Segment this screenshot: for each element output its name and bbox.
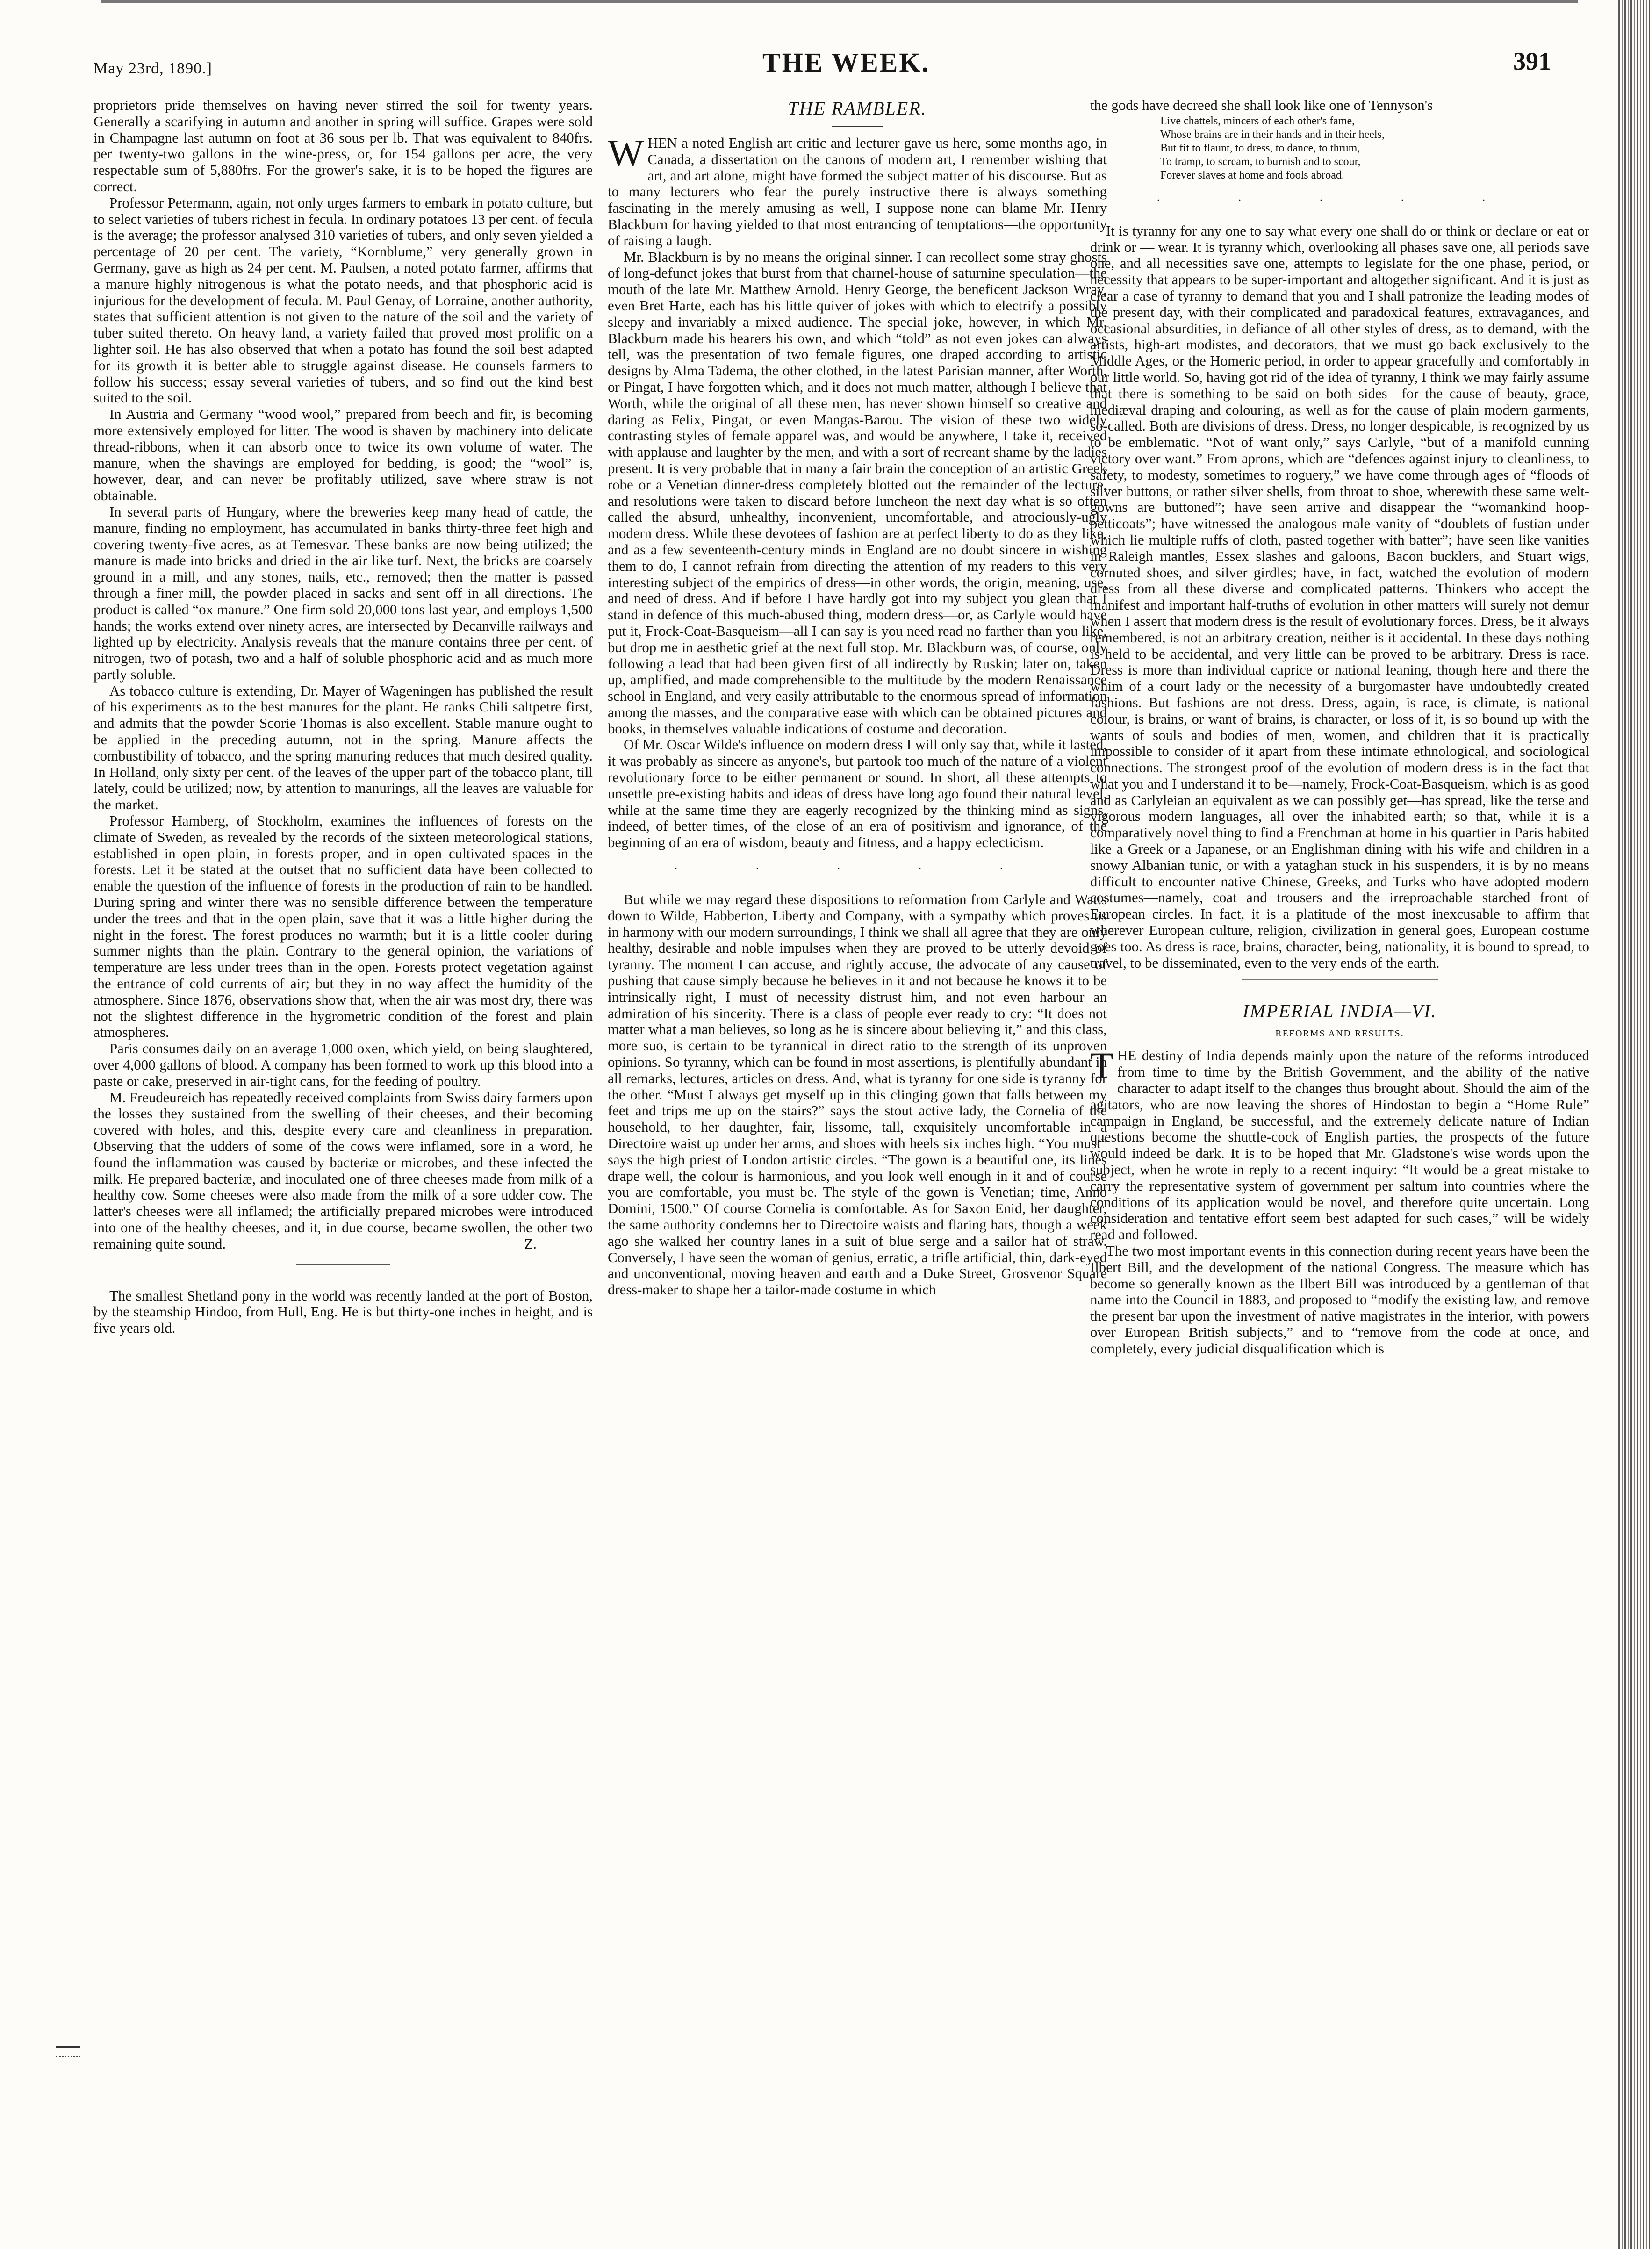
- paragraph: WHEN a noted English art critic and lecturer gave us here, some months ago, in Canada, a dissertation on the canons of modern art, I remember wishing that art, and art alone, might have formed the subject matter of his discourse. But as to many lecturers who fear the purely instructive there is always something fascinating in the merely amusing as well, I suppose none can blame Mr. Henry Blackburn for having yielded to that most entrancing of temptations—the opportunity of raising a laugh.: [608, 132, 1107, 249]
- paragraph: But while we may regard these dispositions to reformation from Carlyle and Watts down to Wilde, Habberton, Liberty and Company, with a sympathy which proves us in harmony with our modern surroundings, I think we shall all agree that they are only healthy, desirable and noble impulses when they are proved to be utterly devoid of tyranny. The moment I can accuse, and rightly accuse, the advocate of any cause of pushing that cause simply because he believes in it and not because he knows it to be intrinsically right, I must of necessity distrust him, and not even harbour an admiration of his sincerity. There is a class of people ever ready to cry: “It does not matter what a man believes, so long as he is sincere about believing it,” and this class, more suo, is certain to be tyrannical in direct ratio to the strength of its unproven opinions. So tyranny, which can be found in most assertions, is plentifully abundant in all remarks, lectures, articles on dress. And, what is tyranny for one side is tyranny for the other. “Must I always get myself up in this clinging gown that falls between my feet and trips me up on the stairs?” says the stout active lady, the Cornelia of the household, to her daughter, fair, lissome, tall, exquisitely uncomfortable in a Directoire waist up under her arms, and shoes with heels six inches high. “You must” says the high priest of London artistic circles. “The gown is a beautiful one, its lines drape well, the colour is harmonious, and you look well enough in it and of course you are comfortable, you must be. The style of the gown is Venetian; time, Anno Domini, 1500.” Of course Cornelia is comfortable. As for Saxon Enid, her daughter, the same authority condemns her to Directoire waists and flaring hats, though a week ago she walked her country lanes in a suit of blue serge and a sailor hat of straw. Conversely, I have seen the woman of genius, erratic, a trifle artificial, thin, dark-eyed and unconventional, moving heaven and earth and a Duke Street, Grosvenor Square dress-maker to shape her a tailor-made costume in which: [608, 891, 1107, 1298]
- verse-line: Forever slaves at home and fools abroad.: [1160, 169, 1344, 181]
- paragraph: Professor Hamberg, of Stockholm, examines the influences of forests on the climate of Sweden, as revealed by the records of the sixteen meteorological stations, established in open plain, in forests proper, and in open cultivated spaces in the forests. Let it be stated at the outset that no sufficient data have been collected to enable the question of the influence of forests in the production of rain to be handled. During spring and winter there was no sensible difference between the temperature under the trees and that in the open plain, save that it was a little higher during the night in the forest. The forest produces no warmth; but it is a little cooler during summer nights than the plain. Contrary to the general opinion, the variations of temperature are less under trees than in the open. Forests protect vegetation against the entrance of cold currents of air; but they in no way affect the humidity of the atmosphere. Since 1876, observations show that, when the air was most dry, there was not the slightest difference in the hygrometric condition of the forest and plain atmospheres.: [93, 813, 593, 1041]
- title-rule: [832, 126, 883, 127]
- paragraph: THE destiny of India depends mainly upon the nature of the reforms introduced from time to time by the British Government, and the ability of the native character to adapt itself to the changes thus brought about. Should the aim of the agitators, who are now leaving the shores of Hindostan to begin a “Home Rule” campaign in England, be successful, and the extremely delicate nature of Indian questions become the shuttle-cock of English parties, the prospects of the future would indeed be dark. It is to be hoped that Mr. Gladstone's wise words upon the subject, when he wrote in reply to a recent inquiry: “It would be a great mistake to carry the representative system of government per saltum into countries where the conditions of its application would be novel, and therefore quite uncertain. Long consideration and tentative effort seem best adapted for such cases,” will be widely read and followed.: [1090, 1044, 1589, 1243]
- separator-rule: [296, 1264, 390, 1265]
- paragraph: proprietors pride themselves on having never stirred the soil for twenty years. Generally a scarifying in autumn and another in spring will suffice. Grapes were sold in Champagne last autumn on foot at 36 sous per lb. That was equivalent to 840frs. per twenty-two gallons in the wine-press, or, for 154 gallons per acre, the very respectable sum of 5,880frs. For the grower's sake, it is to be hoped the figures are correct.: [93, 97, 593, 194]
- paragraph: As tobacco culture is extending, Dr. Mayer of Wageningen has published the result of his experiments as to the best manures for the plant. He ranks Chili saltpetre first, and admits that the powder Scorie Thomas is also excellent. Stable manure ought to be applied in the preceding autumn, not in the spring. Manure affects the combustibility of tobacco, and the spring manuring reduces that much desired quality. In Holland, only sixty per cent. of the leaves of the upper part of the tobacco plant, till lately, could be utilized; now, by attention to manurings, all the leaves are valuable for the market.: [93, 683, 593, 813]
- paragraph: In several parts of Hungary, where the breweries keep many head of cattle, the manure, finding no employment, has accumulated in banks thirty-three feet high and covering twenty-five acres, as at Temesvar. These banks are now being utilized; the manure is made into bricks and dried in the air like turf. Next, the bricks are coarsely ground in a mill, and any stones, nails, etc., removed; then the matter is passed through a finer mill, the powder placed in sacks and sent off in all directions. The product is called “ox manure.” One firm sold 20,000 tons last year, and employs 1,500 hands; the works extend over ninety acres, are intersected by Decanville railways and lighted up by electricity. Analysis reveals that the manure contains three per cent. of nitrogen, two of potash, two and a half of soluble phosphoric acid and as much more partly soluble.: [93, 503, 593, 683]
- masthead-title: THE WEEK.: [762, 47, 930, 78]
- section-subtitle: REFORMS AND RESULTS.: [1275, 1028, 1404, 1039]
- verse-line: Whose brains are in their hands and in their heels,: [1160, 128, 1385, 141]
- separator-rule: [1242, 979, 1438, 980]
- paragraph: It is tyranny for any one to say what every one shall do or think or declare or eat or drink or — wear. It is tyranny which, overlooking all phases save one, all periods save one, and all necessities save one, attempts to legislate for the one phase, period, or necessity that appears to be super-important and altogether significant. And it is just as clear a case of tyranny to demand that you and I shall patronize the leading modes of the present day, with their complicated and paradoxical features, extravagances, and occasional absurdities, in defiance of all other styles of dress, as to demand, with the artists, high-art modistes, and decorators, that we must go back exclusively to the Middle Ages, or the Homeric period, in order to appear gracefully and comfortably in our little world. So, having got rid of the idea of tyranny, I think we may fairly assume that there is something to be said on both sides—for the cause of beauty, grace, mediæval draping and colouring, as well as for the cause of plain modern garments, so-called. Both are divisions of dress. Dress, no longer despicable, is recognized by us to be emblematic. “Not of want only,” says Carlyle, “but of a manifold cunning victory over want.” From aprons, which are “defences against injury to cleanliness, to safety, to modesty, sometimes to roguery,” we have come through ages of “floods of silver buttons, or rather silver shells, from throat to shoe, wherewith these same welt-gowns are buttoned”; have seen arrive and disappear the “womankind hoop-petticoats”; have witnessed the analogous male vanity of “doublets of fustian under which lie multiple ruffs of cloth, pasted together with batter”; have seen like vanities in Raleigh mantles, Essex slashes and galoons, Bacon bucklers, and Stuart wigs, cornuted shoes, and silver girdles; have, in fact, watched the evolution of modern dress from all these diverse and complicated patterns. Thinkers who accept the manifest and important half-truths of evolution in other matters will surely not demur when I assert that modern dress is the result of evolutionary forces. Dress, be it always remembered, is not an arbitrary creation, neither is it accidental. In these days nothing is held to be accidental, and very little can be proved to be arbitrary. Dress is race. Dress is more than individual caprice or national leaning, though here and there the whim of a court lady or the necessity of a burgomaster have undoubtedly created fashions. But fashions are not dress. Dress, again, is race, is climate, is national colour, is brains, or want of brains, is character, or loss of it, is so bound up with the wants of souls and bodies of men, women, and children that it is practically impossible to consider of it apart from these intimate ethnological, and sociological connections. The strongest proof of the evolution of modern dress is in the fact that what you and I understand it to be—namely, Frock-Coat-Basqueism, which is as good and as Carlyleian an equivalent as we can possibly get—has spread, like the terse and vigorous modern languages, all over the inhabited earth; so that, while it is a comparatively novel thing to find a Frenchman at home in his quartier in Paris habited like a Greek or a Japanese, or an Englishman dining with his wife and children in a snowy Albanian tunic, or with a yataghan stuck in his suspenders, it is by no means difficult to encounter native Chinese, Greeks, and Turks who have adopted modern costumes—namely, coat and trousers and the irreproachable starched front of European circles. In fact, it is a platitude of the most inexcusable to affirm that wherever European culture, religion, civilization in general goes, European costume goes too. As dress is race, brains, character, being, nationality, it is bound to spread, to travel, to be disseminated, even to the very ends of the earth.: [1090, 223, 1589, 971]
- author-signature: Z.: [524, 1236, 537, 1252]
- column-middle: [608, 97, 1107, 1298]
- paragraph: The smallest Shetland pony in the world was recently landed at the port of Boston, by the steamship Hindoo, from Hull, Eng. He is but thirty-one inches in height, and is five years old.: [93, 1287, 593, 1336]
- paragraph: In Austria and Germany “wood wool,” prepared from beech and fir, is becoming more extensively employed for litter. The wood is shaven by machinery into delicate thread-ribbons, when it can absorb once to twice its own volume of water. The manure, when the shavings are employed for bedding, is good; the “wool” is, however, dear, and can never be profitably utilized, save where straw is not obtainable.: [93, 406, 593, 504]
- verse-line: But fit to flaunt, to dress, to dance, to thrum,: [1160, 142, 1360, 154]
- top-border-line: [101, 0, 1578, 3]
- section-title: IMPERIAL INDIA—VI.: [1243, 1000, 1437, 1022]
- paragraph: The two most important events in this connection during recent years have been the Ilbert Bill, and the development of the national Congress. The measure which has become so generally known as the Ilbert Bill was introduced by a gentleman of that name into the Council in 1883, and proposed to “modify the existing law, and remove the present bar upon the investment of native magistrates in the interior, with powers over European British subjects,” and to “remove from the code at once, and completely, every judicial disqualification which is: [1090, 1243, 1589, 1357]
- column-right: [1090, 97, 1589, 1357]
- paragraph: Of Mr. Oscar Wilde's influence on modern dress I will only say that, while it lasted, it was probably as sincere as anyone's, but partook too much of the nature of a violent revolutionary force to be either permanent or sound. In short, all these attempts to unsettle pre-existing habits and ideas of dress have long ago found their natural level, while at the same time they are eagerly recognized by the thinking mind as signs, indeed, of better times, of the close of an era of positivism and ignorance, of the beginning of an era of wisdom, beauty and fitness, and a happy eclecticism.: [608, 737, 1107, 851]
- verse-line: To tramp, to scream, to burnish and to scour,: [1160, 155, 1361, 168]
- paragraph: Mr. Blackburn is by no means the original sinner. I can recollect some stray ghosts of long-defunct jokes that burst from that charnel-house of saturnine speculation—the mouth of the late Mr. Matthew Arnold. Henry George, the beneficent Jackson Wray, even Bret Harte, each has his little quiver of jokes with which to electrify a possibly sleepy and invariably a mixed audience. The special joke, however, in which Mr. Blackburn made his hearers his own, and which “told” as not even jokes can always tell, was the presentation of two female figures, one draped according to artistic designs by Alma Tadema, the other clothed, in the latest Parisian manner, after Worth, or Pingat, I have forgotten which, and it does not much matter, although I believe that Worth, while the original of all these men, has never shown himself so creative and daring as Felix, Pingat, or even Mangas-Barou. The vision of these two widely contrasting styles of female apparel was, and would be anywhere, I take it, received with applause and laughter by the men, and with a sort of recreant shame by the ladies present. It is very probable that in many a fair brain the conception of an artistic Greek robe or a Venetian dinner-dress completely blotted out the remainder of the lecture, and resolutions were taken to discard before luncheon the next day what is so often called the absurd, unhealthy, inconvenient, uncomfortable, and atrociously-ugly modern dress. While these devotees of fashion are at perfect liberty to do as they like, and as a few seventeenth-century minds in England are no doubt sincere in wishing them to do, I cannot refrain from directing the attention of my readers to this very interesting subject of the empirics of dress—in other words, the origin, meaning, use, and need of dress. And if before I have hardly got into my subject you glean that I stand in defence of this much-abused thing, modern dress—or, as Carlyle would have put it, Frock-Coat-Basqueism—all I can say is you need read no farther than you like, but drop me in aesthetic grief at the next full stop. Mr. Blackburn was, of course, only following a lead that had been given first of all indirectly by Ruskin; later on, taken up, amplified, and made comprehensible to the multitude by the modern Renaissance school in England, and very easily attributable to the enormous spread of information among the masses, and the comparative ease with which can be obtained pictures and books, in themselves valuable indications of costume and decoration.: [608, 249, 1107, 737]
- paragraph: Paris consumes daily on an average 1,000 oxen, which yield, on being slaughtered, over 4,000 gallons of blood. A company has been formed to work up this blood into a paste or cake, preserved in air-tight cans, for the feeding of poultry.: [93, 1041, 593, 1089]
- issue-date: May 23rd, 1890.]: [93, 60, 212, 77]
- paragraph: the gods have decreed she shall look like one of Tennyson's: [1090, 97, 1433, 113]
- page-number: 391: [1513, 47, 1551, 75]
- ellipsis-dots: · · · · ·: [1156, 194, 1523, 207]
- verse-quote: [1160, 115, 1589, 182]
- paragraph: Professor Petermann, again, not only urges farmers to embark in potato culture, but to select varieties of tubers richest in fecula. In ordinary potatoes 13 per cent. of fecula is the average; the professor analysed 310 varieties of tubers, and only seven yielded a percentage of 20 per cent. The variety, “Kornblume,” very generally grown in Germany, gave as high as 24 per cent. M. Paulsen, a noted potato farmer, affirms that a manure highly nitrogenous is what the potato needs, and that phosphoric acid is injurious for the development of fecula. M. Paul Genay, of Lorraine, another authority, states that sufficient attention is not given to the nature of the soil and the variety of tuber suited thereto. On heavy land, a variety failed that proved most prolific on a lighter soil. He has also observed that when a potato has found the soil best adapted for its growth it is better able to struggle against disease. He counsels farmers to follow his success; essay several varieties of tubers, and so find out the kind best suited to the soil.: [93, 194, 593, 406]
- binding-edge: [1618, 0, 1652, 2249]
- paragraph: M. Freudeureich has repeatedly received complaints from Swiss dairy farmers upon the losses they sustained from the swelling of their cheeses, and their becoming covered with holes, and this, despite every care and cleanliness in preparation. Observing that the udders of some of the cows were inflamed, sore in a word, he found the inflammation was caused by bacteriæ or microbes, and these infected the milk. He prepared bacteriæ, and inoculated one of three cheeses made from milk of a healthy cow. Some cheeses were also made from the milk of a sore udder cow. The latter's cheeses were all inflamed; the artificially prepared microbes were introduced into one of the healthy cheeses, and it, in due course, became swollen, the other two remaining quite sound.: [93, 1089, 593, 1252]
- section-title: THE RAMBLER.: [788, 98, 927, 119]
- column-left: [93, 97, 593, 1336]
- verse-line: Live chattels, mincers of each other's fame,: [1160, 115, 1355, 127]
- ellipsis-dots: · · · · ·: [674, 863, 1041, 876]
- margin-mark: [56, 2046, 80, 2057]
